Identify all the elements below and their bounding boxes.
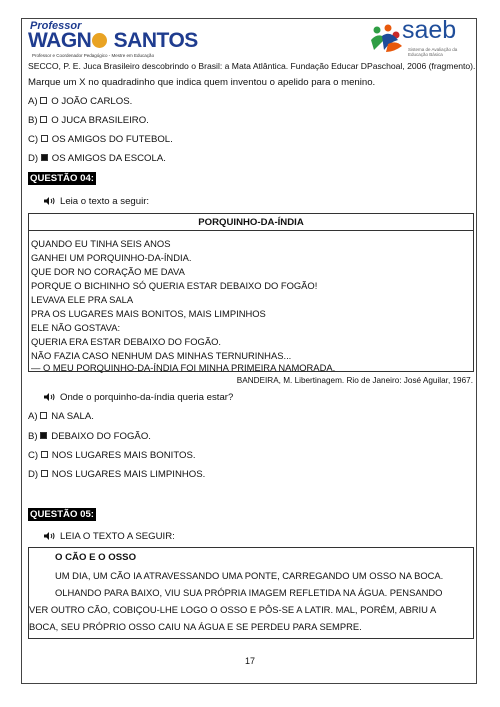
q5-instruction — [44, 531, 175, 542]
option-letter: C) — [28, 450, 39, 461]
poem-title-divider — [29, 230, 473, 231]
option-letter: C) — [28, 134, 39, 145]
option-text: O JUCA BRASILEIRO. — [51, 115, 149, 126]
poem-line: QUE DOR NO CORAÇÃO ME DAVA — [31, 266, 185, 277]
story-box — [28, 547, 474, 639]
story-line: VER OUTRO CÃO, COBIÇOU-LHE LOGO O OSSO E PÔS-SE A LATIR. MAL, PORÉM, ABRIU A — [29, 604, 437, 615]
q4-label: QUESTÃO 04: — [30, 173, 94, 184]
option-text: NOS LUGARES MAIS LIMPINHOS. — [51, 469, 206, 480]
poem-box — [28, 213, 474, 372]
q4-question — [44, 392, 233, 403]
q4-option-d[interactable] — [28, 469, 205, 480]
story-line: BOCA, SEU PRÓPRIO OSSO CAIU NA ÁGUA E SE PERDEU PARA SEMPRE. — [29, 621, 362, 632]
q3-option-a[interactable] — [28, 96, 132, 107]
brand-name-part1: WAGN — [28, 29, 92, 52]
speaker-icon — [44, 197, 56, 205]
checkbox-icon[interactable] — [41, 470, 48, 477]
poem-line: GANHEI UM PORQUINHO-DA-ÍNDIA. — [31, 252, 192, 263]
checkbox-icon[interactable] — [40, 412, 47, 419]
q3-prompt: Marque um X no quadradinho que indica quem inventou o apelido para o menino. — [28, 77, 376, 88]
saeb-wordmark: saeb — [402, 16, 457, 44]
q4-instruction — [44, 196, 149, 207]
option-letter: A) — [28, 411, 38, 422]
option-letter: D) — [28, 469, 39, 480]
q4-option-a[interactable] — [28, 411, 94, 422]
saeb-logo — [368, 16, 468, 60]
saeb-people-icon — [368, 24, 404, 54]
speaker-icon — [44, 393, 56, 401]
reference-citation: SECCO, P. E. Juca Brasileiro descobrindo o Brasil: a Mata Atlântica. Fundação Educar DPaschoal, 2006 (fragmento). — [28, 61, 476, 71]
page-header — [28, 16, 474, 62]
q5-label: QUESTÃO 05: — [30, 509, 94, 520]
story-title: O CÃO E O OSSO — [55, 552, 137, 563]
question-text: Onde o porquinho-da-índia queria estar? — [60, 392, 234, 403]
poem-title: PORQUINHO-DA-ÍNDIA — [198, 217, 304, 228]
poem-line: PRA OS LUGARES MAIS BONITOS, MAIS LIMPINHOS — [31, 308, 266, 319]
saeb-subtitle: Sistema de Avaliação da Educação Básica — [408, 47, 458, 57]
story-line: UM DIA, UM CÃO IA ATRAVESSANDO UMA PONTE, CARREGANDO UM OSSO NA BOCA. — [55, 570, 444, 581]
q4-option-c[interactable] — [28, 450, 196, 461]
q3-option-b[interactable] — [28, 115, 149, 126]
brand-logo — [28, 29, 198, 53]
option-text: NOS LUGARES MAIS BONITOS. — [51, 450, 196, 461]
checkbox-icon[interactable] — [41, 135, 48, 142]
option-letter: B) — [28, 431, 38, 442]
instruction-text: LEIA O TEXTO A SEGUIR: — [60, 531, 175, 542]
option-letter: A) — [28, 96, 38, 107]
q3-option-d[interactable] — [28, 153, 166, 164]
checkbox-icon[interactable] — [40, 116, 47, 123]
speaker-icon — [44, 532, 56, 540]
checkbox-icon[interactable] — [40, 97, 47, 104]
poem-source: BANDEIRA, M. Libertinagem. Rio de Janeiro: José Aguilar, 1967. — [236, 376, 473, 385]
option-text: DEBAIXO DO FOGÃO. — [51, 431, 151, 442]
brand-professor: Professor — [30, 20, 82, 32]
option-text: OS AMIGOS DO FUTEBOL. — [51, 134, 173, 145]
brand-tagline: Professor e Coordenador Pedagógico - Mestre em Educação — [32, 53, 155, 58]
option-text: OS AMIGOS DA ESCOLA. — [51, 153, 166, 164]
poem-line: QUANDO EU TINHA SEIS ANOS — [31, 238, 171, 249]
brand-name-part2: SANTOS — [113, 29, 198, 52]
instruction-text: Leia o texto a seguir: — [60, 196, 150, 207]
story-line: OLHANDO PARA BAIXO, VIU SUA PRÓPRIA IMAGEM REFLETIDA NA ÁGUA. PENSANDO — [55, 587, 443, 598]
brand-o-icon — [92, 33, 107, 48]
poem-line: LEVAVA ELE PRA SALA — [31, 294, 134, 305]
checkbox-icon[interactable] — [41, 451, 48, 458]
option-letter: B) — [28, 115, 38, 126]
option-letter: D) — [28, 153, 39, 164]
poem-line: ELE NÃO GOSTAVA: — [31, 322, 121, 333]
page-number: 17 — [244, 656, 255, 666]
checkbox-checked-icon[interactable] — [41, 154, 48, 161]
option-text: NA SALA. — [51, 411, 94, 422]
q4-option-b[interactable] — [28, 431, 151, 442]
poem-line: NÃO FAZIA CASO NENHUM DAS MINHAS TERNURINHAS... — [31, 350, 292, 361]
poem-line: PORQUE O BICHINHO SÓ QUERIA ESTAR DEBAIXO DO FOGÃO! — [31, 280, 318, 291]
q3-option-c[interactable] — [28, 134, 173, 145]
poem-line: — O MEU PORQUINHO-DA-ÍNDIA FOI MINHA PRIMEIRA NAMORADA. — [31, 362, 336, 373]
poem-line: QUERIA ERA ESTAR DEBAIXO DO FOGÃO. — [31, 336, 221, 347]
option-text: O JOÃO CARLOS. — [51, 96, 133, 107]
checkbox-checked-icon[interactable] — [40, 432, 47, 439]
